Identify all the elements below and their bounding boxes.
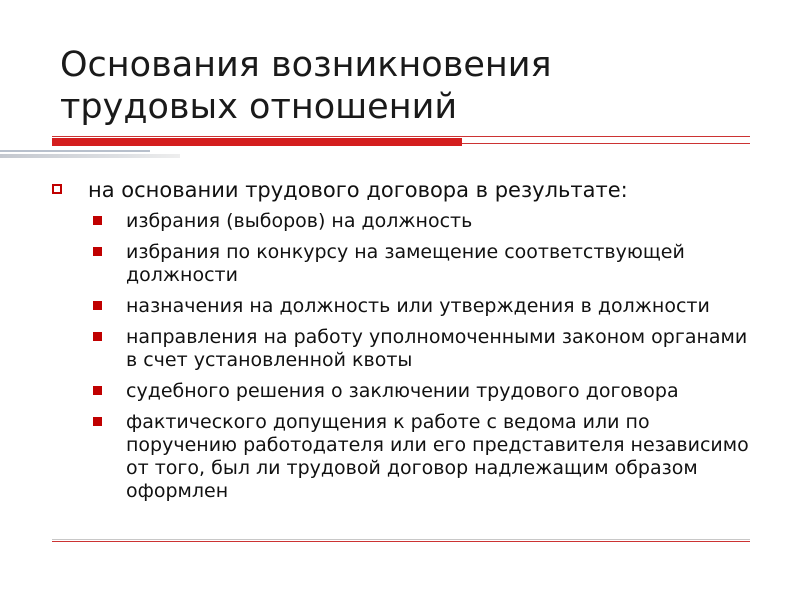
decorative-gray-line-1 bbox=[0, 150, 150, 152]
sub-bullet-item bbox=[44, 411, 764, 503]
slide-title-line-2: трудовых отношений bbox=[60, 87, 458, 127]
decorative-gray-line-2 bbox=[0, 154, 180, 158]
square-bullet-icon bbox=[93, 247, 102, 256]
square-bullet-icon bbox=[93, 417, 102, 426]
footer-divider-gray bbox=[52, 539, 750, 540]
sub-bullet-text: избрания (выборов) на должность bbox=[126, 210, 473, 232]
square-bullet-icon bbox=[93, 301, 102, 310]
sub-bullet-text: направления на работу уполномоченными законом органами в счет установленной квоты bbox=[126, 326, 748, 371]
sub-bullet-item bbox=[44, 380, 764, 403]
footer-divider-red bbox=[52, 541, 750, 542]
slide-title bbox=[60, 44, 760, 128]
square-bullet-icon bbox=[93, 216, 102, 225]
slide-title-line-1: Основания возникновения bbox=[60, 45, 552, 85]
sub-bullet-text: фактического допущения к работе с ведома или по поручению работодателя или его представителя независимо от того, был ли трудовой договор надлежащим образом оформлен bbox=[126, 411, 749, 502]
title-divider-thin-top bbox=[52, 136, 750, 137]
slide-body bbox=[44, 176, 764, 511]
sub-bullet-text: избрания по конкурсу на замещение соответствующей должности bbox=[126, 241, 685, 286]
square-bullet-icon bbox=[93, 386, 102, 395]
square-bullet-icon bbox=[93, 332, 102, 341]
sub-bullet-list bbox=[44, 210, 764, 503]
sub-bullet-item bbox=[44, 210, 764, 233]
sub-bullet-item bbox=[44, 295, 764, 318]
title-divider-red-bar bbox=[52, 138, 462, 146]
sub-bullet-item bbox=[44, 326, 764, 372]
sub-bullet-item bbox=[44, 241, 764, 287]
sub-bullet-text: назначения на должность или утверждения в должности bbox=[126, 295, 710, 317]
main-bullet-point bbox=[44, 176, 764, 204]
sub-bullet-text: судебного решения о заключении трудового договора bbox=[126, 380, 679, 402]
main-bullet-text: на основании трудового договора в результате: bbox=[88, 178, 628, 202]
hollow-square-bullet-icon bbox=[52, 184, 62, 194]
title-divider-thin-bottom bbox=[462, 143, 750, 144]
